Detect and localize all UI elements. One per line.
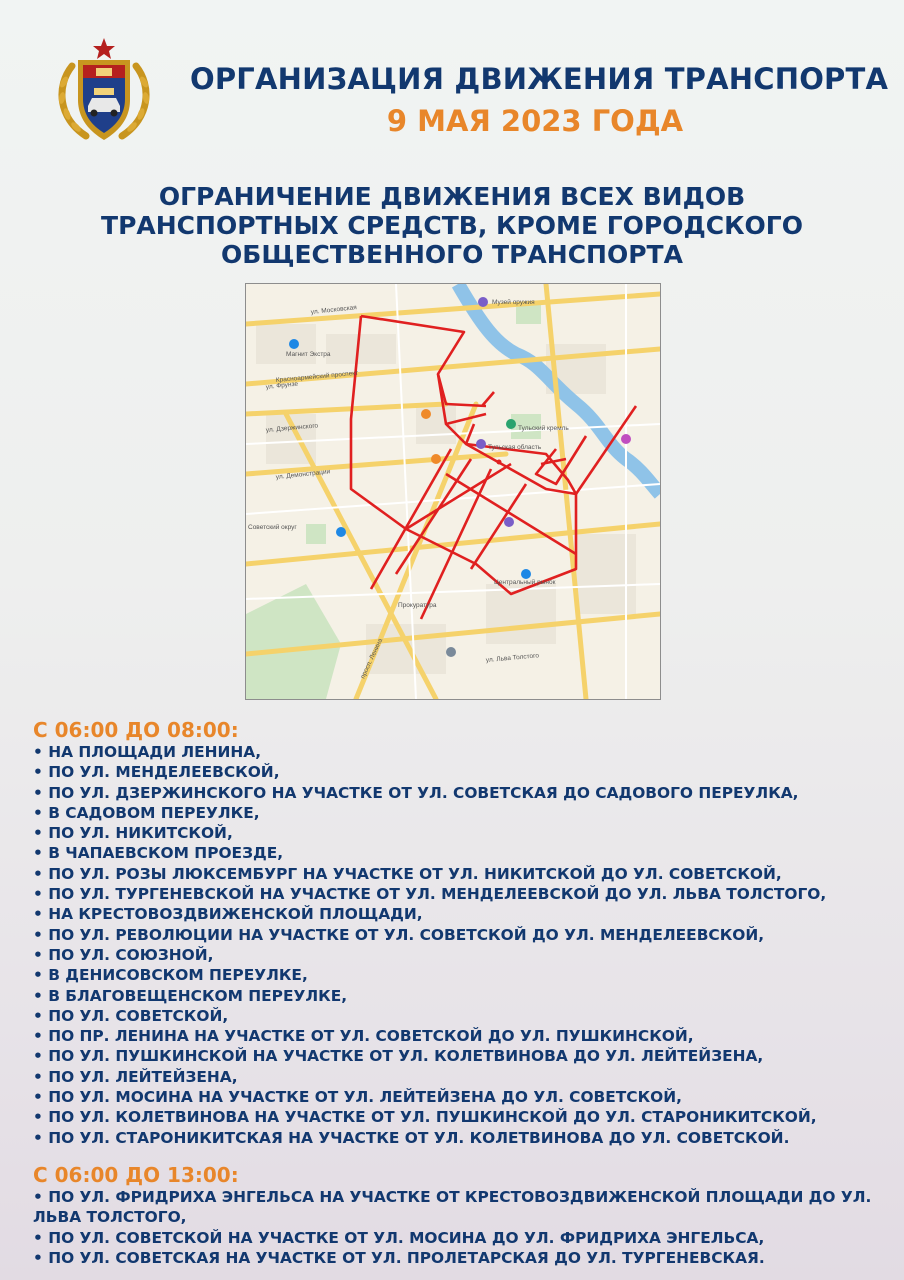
map-label: ул. Фрунзе [265, 380, 299, 391]
list-item: • ПО УЛ. СТАРОНИКИТСКАЯ НА УЧАСТКЕ ОТ УЛ. КОЛЕТВИНОВА ДО УЛ. СОВЕТСКОЙ. [33, 1128, 883, 1148]
list-item: • ПО УЛ. СОЮЗНОЙ, [33, 945, 883, 965]
schedule-time: С 06:00 ДО 08:00: [33, 718, 239, 742]
list-item: • ПО УЛ. СОВЕТСКАЯ НА УЧАСТКЕ ОТ УЛ. ПРОЛЕТАРСКАЯ ДО УЛ. ТУРГЕНЕВСКАЯ. [33, 1248, 883, 1268]
list-item: • ПО УЛ. РЕВОЛЮЦИИ НА УЧАСТКЕ ОТ УЛ. СОВЕТСКОЙ ДО УЛ. МЕНДЕЛЕЕВСКОЙ, [33, 925, 883, 945]
list-item: • ПО УЛ. ЛЕЙТЕЙЗЕНА, [33, 1067, 883, 1087]
list-item: • ПО ПР. ЛЕНИНА НА УЧАСТКЕ ОТ УЛ. СОВЕТСКОЙ ДО УЛ. ПУШКИНСКОЙ, [33, 1026, 883, 1046]
list-item: • ПО УЛ. СОВЕТСКОЙ НА УЧАСТКЕ ОТ УЛ. МОСИНА ДО УЛ. ФРИДРИХА ЭНГЕЛЬСА, [33, 1228, 883, 1248]
map-label: ул. Льва Толстого [485, 652, 540, 664]
page-date: 9 МАЯ 2023 ГОДА [386, 104, 684, 138]
map-label: просп. Ленина [359, 637, 385, 680]
map-label: ул. Дзержинского [265, 422, 319, 434]
schedule-block-day [33, 1163, 883, 1268]
route-map [245, 283, 661, 700]
map-label: Центральный рынок [494, 579, 556, 586]
list-item: • В БЛАГОВЕЩЕНСКОМ ПЕРЕУЛКЕ, [33, 986, 883, 1006]
map-label: Советский округ [248, 524, 297, 531]
list-item: • НА ПЛОЩАДИ ЛЕНИНА, [33, 742, 883, 762]
list-item: • ПО УЛ. НИКИТСКОЙ, [33, 823, 883, 843]
police-emblem-icon [52, 36, 156, 148]
list-item: • В ЧАПАЕВСКОМ ПРОЕЗДЕ, [33, 843, 883, 863]
schedule-block-morning [33, 718, 883, 1148]
list-item: • ПО УЛ. ПУШКИНСКОЙ НА УЧАСТКЕ ОТ УЛ. КОЛЕТВИНОВА ДО УЛ. ЛЕЙТЕЙЗЕНА, [33, 1046, 883, 1066]
list-item: • ПО УЛ. ТУРГЕНЕВСКОЙ НА УЧАСТКЕ ОТ УЛ. МЕНДЕЛЕЕВСКОЙ ДО УЛ. ЛЬВА ТОЛСТОГО, [33, 884, 883, 904]
list-item: • ПО УЛ. КОЛЕТВИНОВА НА УЧАСТКЕ ОТ УЛ. ПУШКИНСКОЙ ДО УЛ. СТАРОНИКИТСКОЙ, [33, 1107, 883, 1127]
restriction-subtitle: ОГРАНИЧЕНИЕ ДВИЖЕНИЯ ВСЕХ ВИДОВ ТРАНСПОРТНЫХ СРЕДСТВ, КРОМЕ ГОРОДСКОГО ОБЩЕСТВЕННОГО ТРАНСПОРТА [101, 182, 803, 269]
map-label: Тульский кремль [518, 425, 569, 432]
list-item: • ПО УЛ. МЕНДЕЛЕЕВСКОЙ, [33, 762, 883, 782]
street-list [33, 1187, 883, 1268]
list-item: • ПО УЛ. РОЗЫ ЛЮКСЕМБУРГ НА УЧАСТКЕ ОТ УЛ. НИКИТСКОЙ ДО УЛ. СОВЕТСКОЙ, [33, 864, 883, 884]
list-item: • В САДОВОМ ПЕРЕУЛКЕ, [33, 803, 883, 823]
map-label: Магнит Экстра [286, 351, 331, 358]
list-item: • НА КРЕСТОВОЗДВИЖЕНСКОЙ ПЛОЩАДИ, [33, 904, 883, 924]
list-item: • ПО УЛ. ФРИДРИХА ЭНГЕЛЬСА НА УЧАСТКЕ ОТ КРЕСТОВОЗДВИЖЕНСКОЙ ПЛОЩАДИ ДО УЛ. ЛЬВА ТОЛСТОГО, [33, 1187, 883, 1228]
map-label: Тульская область [488, 444, 542, 451]
list-item: • ПО УЛ. СОВЕТСКОЙ, [33, 1006, 883, 1026]
street-list [33, 742, 883, 1148]
map-label: ул. Московская [310, 304, 358, 316]
list-item: • ПО УЛ. МОСИНА НА УЧАСТКЕ ОТ УЛ. ЛЕЙТЕЙЗЕНА ДО УЛ. СОВЕТСКОЙ, [33, 1087, 883, 1107]
map-label: ул. Демонстрации [275, 468, 331, 481]
list-item: • В ДЕНИСОВСКОМ ПЕРЕУЛКЕ, [33, 965, 883, 985]
map-label: Красноармейский проспект [275, 369, 359, 384]
page-title: ОРГАНИЗАЦИЯ ДВИЖЕНИЯ ТРАНСПОРТА [190, 62, 889, 96]
map-label: Музей оружия [492, 299, 535, 306]
list-item: • ПО УЛ. ДЗЕРЖИНСКОГО НА УЧАСТКЕ ОТ УЛ. СОВЕТСКАЯ ДО САДОВОГО ПЕРЕУЛКА, [33, 783, 883, 803]
map-label: Прокуратура [398, 602, 437, 609]
schedule-time: С 06:00 ДО 13:00: [33, 1163, 239, 1187]
